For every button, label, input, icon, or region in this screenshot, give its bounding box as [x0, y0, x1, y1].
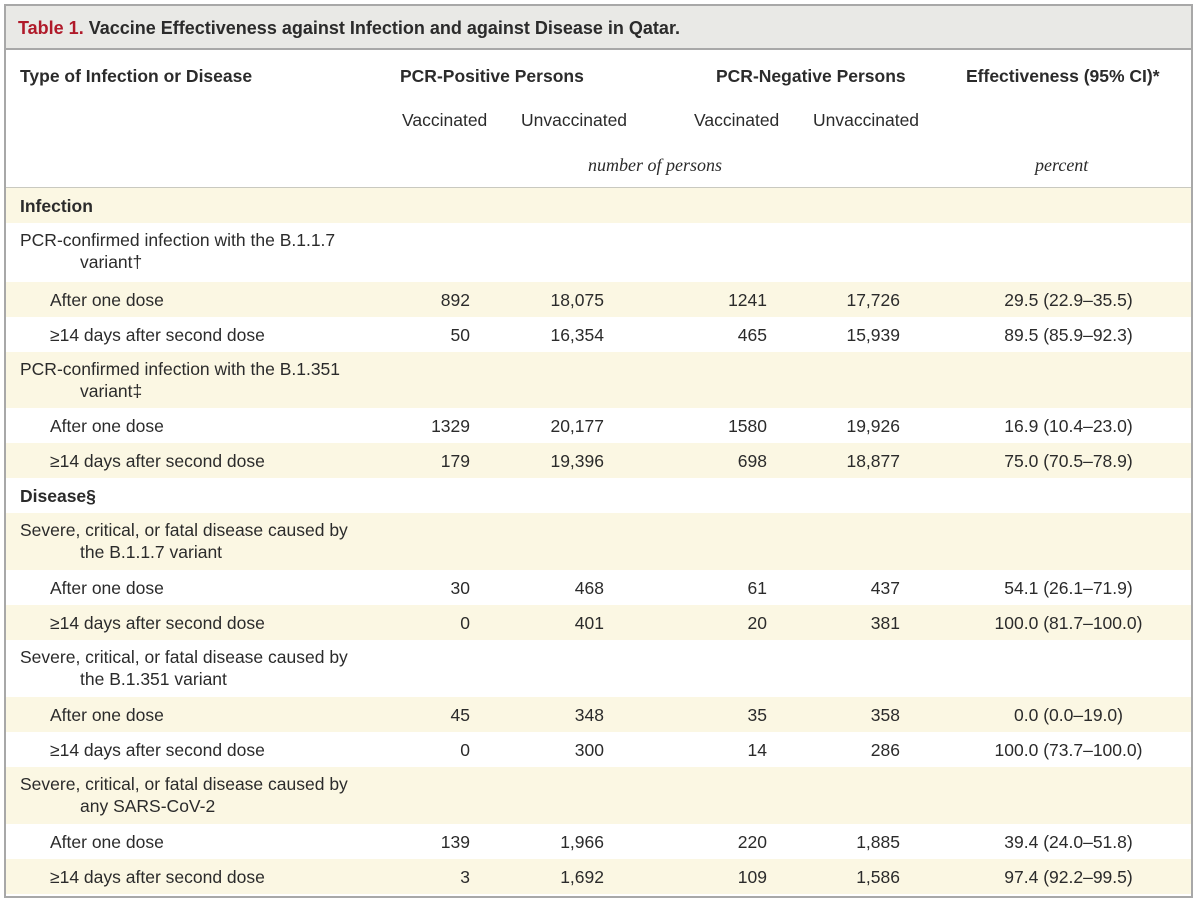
group-row — [6, 352, 1191, 408]
cell-pos-vaccinated: 139 — [440, 832, 470, 852]
row-label: After one dose — [50, 578, 164, 598]
cell-neg-unvaccinated: 286 — [870, 740, 900, 760]
group-label-line2: variant‡ — [80, 381, 143, 401]
subheader-neg-unvaccinated: Unvaccinated — [813, 110, 920, 130]
cell-neg-unvaccinated: 19,926 — [846, 416, 900, 436]
cell-neg-unvaccinated: 18,877 — [846, 451, 900, 471]
cell-neg-unvaccinated: 381 — [870, 613, 900, 633]
cell-pos-unvaccinated: 468 — [574, 578, 604, 598]
cell-effectiveness: 0.0 (0.0–19.0) — [1014, 705, 1123, 725]
cell-neg-vaccinated: 61 — [747, 578, 767, 598]
row-label: After one dose — [50, 832, 164, 852]
cell-effectiveness: 100.0 (81.7–100.0) — [994, 613, 1143, 633]
cell-neg-vaccinated: 20 — [747, 613, 767, 633]
table-row — [6, 697, 1191, 732]
cell-pos-vaccinated: 50 — [450, 325, 470, 345]
row-label: ≥14 days after second dose — [50, 740, 265, 760]
group-label-line2: variant† — [80, 252, 143, 272]
cell-effectiveness: 75.0 (70.5–78.9) — [1004, 451, 1133, 471]
table-frame — [4, 4, 1193, 898]
group-label — [20, 519, 400, 563]
group-label — [20, 229, 400, 273]
row-label: ≥14 days after second dose — [50, 451, 265, 471]
cell-pos-vaccinated: 45 — [450, 705, 470, 725]
subheader-pos-vaccinated: Vaccinated — [402, 110, 488, 130]
cell-effectiveness: 39.4 (24.0–51.8) — [1004, 832, 1133, 852]
table-row — [6, 443, 1191, 478]
cell-neg-vaccinated: 465 — [737, 325, 767, 345]
table-label: Table 1. — [18, 18, 84, 38]
group-row — [6, 223, 1191, 282]
cell-neg-unvaccinated: 1,885 — [856, 832, 900, 852]
cell-effectiveness: 54.1 (26.1–71.9) — [1004, 578, 1133, 598]
group-row — [6, 513, 1191, 570]
group-label — [20, 773, 400, 817]
cell-pos-vaccinated: 3 — [460, 867, 470, 887]
section-row — [6, 478, 1191, 513]
table-row — [6, 859, 1191, 894]
row-label: ≥14 days after second dose — [50, 613, 265, 633]
subheader-pos-unvaccinated: Unvaccinated — [521, 110, 628, 130]
group-label-line2: any SARS-CoV-2 — [80, 796, 216, 816]
cell-pos-unvaccinated: 1,966 — [560, 832, 604, 852]
header-effectiveness: Effectiveness (95% CI)* — [966, 66, 1160, 86]
cell-neg-unvaccinated: 358 — [870, 705, 900, 725]
cell-pos-unvaccinated: 16,354 — [550, 325, 604, 345]
cell-neg-vaccinated: 1580 — [728, 416, 767, 436]
group-label-line1: Severe, critical, or fatal disease caused by — [20, 520, 348, 540]
cell-effectiveness: 16.9 (10.4–23.0) — [1004, 416, 1133, 436]
table-row — [6, 824, 1191, 859]
cell-pos-unvaccinated: 300 — [574, 740, 604, 760]
table-title: Vaccine Effectiveness against Infection and against Disease in Qatar. — [88, 18, 680, 38]
cell-pos-unvaccinated: 401 — [574, 613, 604, 633]
group-label-line1: PCR-confirmed infection with the B.1.351 — [20, 359, 341, 379]
cell-neg-unvaccinated: 17,726 — [846, 290, 900, 310]
header-type-column: Type of Infection or Disease — [20, 66, 253, 86]
cell-pos-vaccinated: 1329 — [431, 416, 470, 436]
group-label-line1: Severe, critical, or fatal disease caused by — [20, 647, 348, 667]
units-persons: number of persons — [588, 155, 722, 175]
cell-neg-unvaccinated: 15,939 — [846, 325, 900, 345]
subheader-neg-vaccinated: Vaccinated — [694, 110, 780, 130]
section-heading: Infection — [20, 196, 93, 216]
cell-neg-vaccinated: 35 — [747, 705, 767, 725]
table-row — [6, 570, 1191, 605]
group-label-line2: the B.1.351 variant — [80, 669, 227, 689]
group-label-line1: Severe, critical, or fatal disease caused by — [20, 774, 348, 794]
cell-pos-unvaccinated: 19,396 — [550, 451, 604, 471]
table-row — [6, 317, 1191, 352]
section-heading: Disease§ — [20, 486, 96, 506]
table-title-bar — [6, 6, 1191, 50]
group-label — [20, 646, 400, 690]
group-row — [6, 640, 1191, 697]
cell-effectiveness: 29.5 (22.9–35.5) — [1004, 290, 1133, 310]
cell-pos-unvaccinated: 1,692 — [560, 867, 604, 887]
row-label: After one dose — [50, 290, 164, 310]
header-pcr-positive: PCR-Positive Persons — [400, 66, 584, 86]
cell-pos-vaccinated: 179 — [440, 451, 470, 471]
group-label-line2: the B.1.1.7 variant — [80, 542, 223, 562]
cell-neg-vaccinated: 220 — [737, 832, 767, 852]
header-pcr-negative: PCR-Negative Persons — [716, 66, 906, 86]
row-label: ≥14 days after second dose — [50, 867, 265, 887]
row-label: After one dose — [50, 705, 164, 725]
units-percent: percent — [1035, 155, 1089, 175]
cell-neg-vaccinated: 109 — [737, 867, 767, 887]
cell-pos-vaccinated: 30 — [450, 578, 470, 598]
group-row — [6, 767, 1191, 824]
row-label: ≥14 days after second dose — [50, 325, 265, 345]
group-label — [20, 358, 400, 402]
row-label: After one dose — [50, 416, 164, 436]
cell-effectiveness: 100.0 (73.7–100.0) — [994, 740, 1143, 760]
cell-pos-vaccinated: 0 — [460, 613, 470, 633]
cell-pos-unvaccinated: 18,075 — [550, 290, 604, 310]
table-row — [6, 732, 1191, 767]
table-row — [6, 408, 1191, 443]
section-row — [6, 188, 1191, 223]
group-label-line1: PCR-confirmed infection with the B.1.1.7 — [20, 230, 336, 250]
cell-pos-vaccinated: 892 — [440, 290, 470, 310]
cell-neg-unvaccinated: 1,586 — [856, 867, 900, 887]
cell-neg-vaccinated: 1241 — [728, 290, 767, 310]
table-row — [6, 282, 1191, 317]
table-row — [6, 605, 1191, 640]
cell-effectiveness: 97.4 (92.2–99.5) — [1004, 867, 1133, 887]
cell-effectiveness: 89.5 (85.9–92.3) — [1004, 325, 1133, 345]
cell-neg-unvaccinated: 437 — [870, 578, 900, 598]
cell-neg-vaccinated: 14 — [747, 740, 767, 760]
cell-neg-vaccinated: 698 — [737, 451, 767, 471]
cell-pos-unvaccinated: 348 — [574, 705, 604, 725]
cell-pos-vaccinated: 0 — [460, 740, 470, 760]
cell-pos-unvaccinated: 20,177 — [550, 416, 604, 436]
